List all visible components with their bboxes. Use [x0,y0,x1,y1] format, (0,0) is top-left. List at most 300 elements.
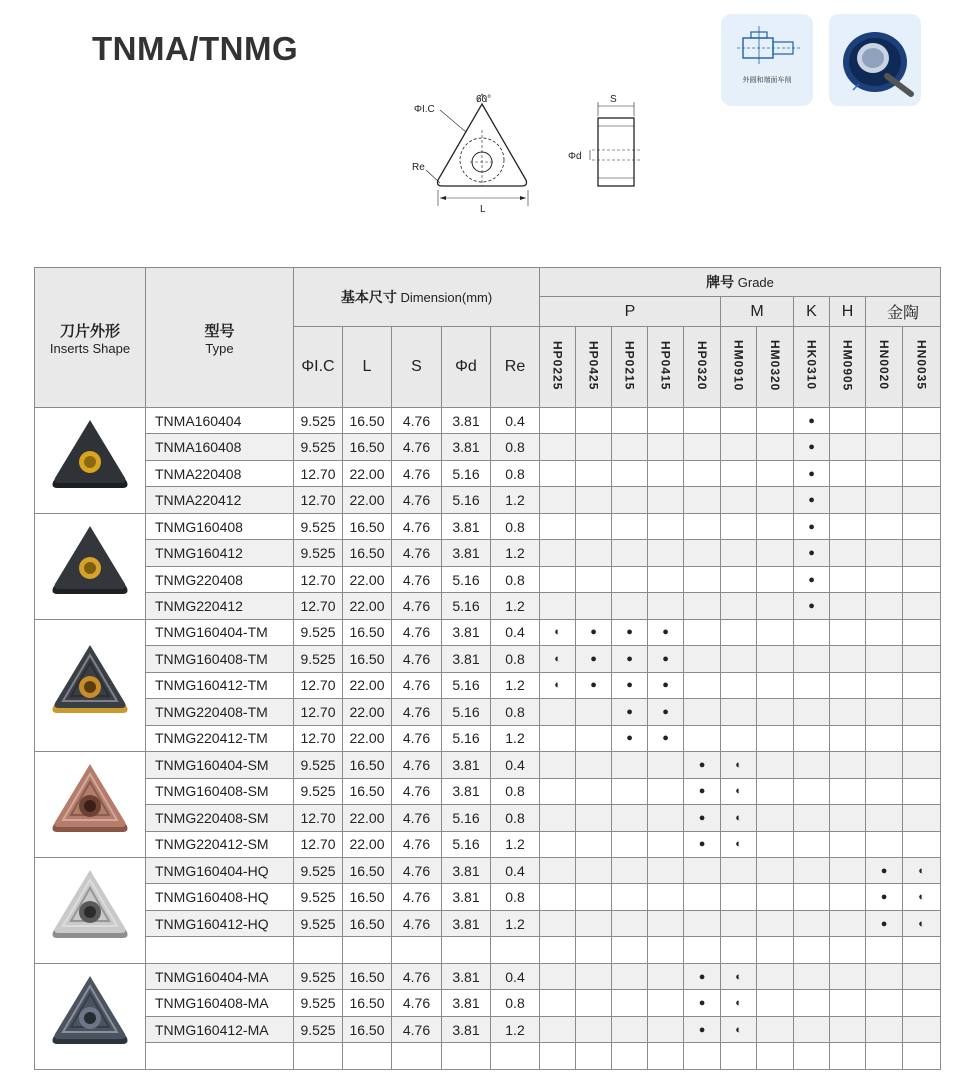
grade-availability [576,513,612,539]
dimension-value: 16.50 [343,1016,392,1042]
dimension-value: 22.00 [343,593,392,619]
insert-type: TNMG160408-MA [146,990,294,1016]
dimension-value: 16.50 [343,540,392,566]
page-title: TNMA/TNMG [92,30,299,67]
grade-availability [830,540,866,566]
grade-availability [721,646,757,672]
grade-availability [721,513,757,539]
grade-availability [866,805,903,831]
grade-availability: ● [684,805,721,831]
dimension-value: 12.70 [294,831,343,857]
grade-group-2: K [794,297,830,327]
dimension-value: 5.16 [442,831,491,857]
grade-availability [576,805,612,831]
dimension-value: 4.76 [392,646,442,672]
grade-availability [903,778,941,804]
grade-group-3: H [830,297,866,327]
re-label: Re [412,162,425,173]
dimension-value: 0.4 [491,752,540,778]
dimension-value: 4.76 [392,699,442,725]
grade-availability [612,937,648,963]
dimension-value: 1.2 [491,910,540,936]
grade-availability: ● [612,672,648,698]
insert-shape-cell [35,513,146,619]
grade-availability [684,857,721,883]
dimension-value: 4.76 [392,408,442,434]
grade-availability [648,593,684,619]
grade-availability [830,752,866,778]
face-turning-card [829,14,921,106]
grade-availability [576,699,612,725]
dimension-value: 1.2 [491,831,540,857]
grade-availability [648,910,684,936]
insert-shape-cell [35,857,146,963]
grade-availability: ● [794,593,830,619]
table-row [35,646,941,672]
grade-availability: ● [794,408,830,434]
dimension-value: 12.70 [294,699,343,725]
dimension-value: 0.8 [491,699,540,725]
grade-availability [757,487,794,513]
dimension-value: 4.76 [392,487,442,513]
dimension-value: 0.8 [491,805,540,831]
grade-availability [903,513,941,539]
grade-availability [866,725,903,751]
grade-availability [576,778,612,804]
dimension-value: 16.50 [343,990,392,1016]
dimension-value: 4.76 [392,619,442,645]
grade-availability: ● [648,672,684,698]
table-row [35,699,941,725]
insert-type: TNMG160404-MA [146,963,294,989]
grade-availability: ● [612,619,648,645]
grade-availability: ◐ [721,990,757,1016]
dim-column-header: Φd [442,327,491,408]
grade-column-header [540,327,576,408]
dimension-value: 16.50 [343,857,392,883]
grade-availability [903,990,941,1016]
grade-availability [684,884,721,910]
insert-type: TNMG220412 [146,593,294,619]
grade-availability [830,408,866,434]
dimension-value [294,937,343,963]
dimension-value: 12.70 [294,593,343,619]
grade-availability [540,699,576,725]
dimension-value: 0.8 [491,566,540,592]
grade-availability [721,619,757,645]
grade-availability [684,910,721,936]
dimension-value: 1.2 [491,672,540,698]
table-row [35,990,941,1016]
grade-header-cn: 牌号 [706,274,735,290]
grade-availability: ● [866,884,903,910]
grade-availability [830,566,866,592]
grade-availability [866,619,903,645]
grade-availability [684,619,721,645]
grade-availability [794,990,830,1016]
grade-availability [721,540,757,566]
grade-availability [648,408,684,434]
grade-availability: ● [612,699,648,725]
insert-shape-cell [35,619,146,751]
dimension-value: 0.8 [491,646,540,672]
insert-type: TNMG220412-SM [146,831,294,857]
grade-availability [540,752,576,778]
grade-availability [794,672,830,698]
grade-availability [648,857,684,883]
grade-availability [757,778,794,804]
grade-availability: ◐ [721,752,757,778]
grade-code: HM0910 [731,339,746,392]
dimension-header-en: Dimension(mm) [400,290,493,305]
grade-availability [903,831,941,857]
grade-availability [794,884,830,910]
dimension-value: 9.525 [294,884,343,910]
grade-availability [830,778,866,804]
dimension-value: 1.2 [491,487,540,513]
grade-availability [794,778,830,804]
grade-column-header [866,327,903,408]
table-row [35,937,941,963]
grade-availability [648,990,684,1016]
table-row [35,460,941,486]
insert-type [146,937,294,963]
grade-availability [830,805,866,831]
grade-availability [794,1043,830,1070]
grade-availability [757,884,794,910]
grade-availability [648,884,684,910]
grade-availability [648,434,684,460]
dimension-value: 3.81 [442,963,491,989]
grade-availability [684,487,721,513]
grade-availability [721,408,757,434]
ic-label: ΦI.C [414,104,435,115]
grade-availability: ◐ [721,963,757,989]
grade-availability [866,566,903,592]
grade-availability [576,566,612,592]
grade-availability: ● [794,434,830,460]
table-row [35,672,941,698]
dimension-value: 3.81 [442,990,491,1016]
grade-availability [903,752,941,778]
grade-availability [757,831,794,857]
grade-availability [830,487,866,513]
grade-availability [903,672,941,698]
grade-code: HP0215 [622,340,637,391]
grade-availability [648,963,684,989]
grade-availability [830,831,866,857]
insert-type: TNMG160408-TM [146,646,294,672]
dimension-value: 4.76 [392,990,442,1016]
grade-availability [612,460,648,486]
table-row [35,434,941,460]
grade-availability [794,937,830,963]
grade-availability [830,1043,866,1070]
grade-availability: ● [794,487,830,513]
grade-availability [612,593,648,619]
table-row [35,619,941,645]
grade-availability [903,725,941,751]
table-row [35,778,941,804]
dimension-value: 5.16 [442,699,491,725]
grade-availability [612,487,648,513]
grade-availability: ● [648,646,684,672]
dimension-value: 9.525 [294,857,343,883]
dimension-value: 9.525 [294,646,343,672]
dimension-value: 12.70 [294,725,343,751]
grade-availability [903,593,941,619]
grade-availability [903,963,941,989]
grade-availability [540,1043,576,1070]
dimension-value: 3.81 [442,646,491,672]
grade-group-0: P [540,297,721,327]
grade-availability [757,1043,794,1070]
dimension-value: 9.525 [294,1016,343,1042]
grade-availability [540,805,576,831]
dimension-value: 1.2 [491,1016,540,1042]
grade-availability [757,857,794,883]
grade-availability [721,672,757,698]
grade-availability [540,857,576,883]
grade-availability [612,910,648,936]
dimension-value: 9.525 [294,434,343,460]
dimension-value: 9.525 [294,778,343,804]
dimension-value: 4.76 [392,593,442,619]
grade-availability [866,513,903,539]
grade-availability [794,752,830,778]
dimension-value: 12.70 [294,672,343,698]
grade-column-header [757,327,794,408]
grade-availability [684,672,721,698]
grade-code: HM0320 [768,339,783,392]
grade-availability [866,434,903,460]
dimension-value: 1.2 [491,725,540,751]
grade-availability [648,460,684,486]
grade-availability [612,990,648,1016]
dimension-value: 9.525 [294,990,343,1016]
grade-availability [757,593,794,619]
grade-availability [576,725,612,751]
grade-availability: ● [794,513,830,539]
tnmg-insert-image [47,522,133,608]
grade-column-header [903,327,941,408]
type-header-en: Type [205,340,234,356]
grade-availability [794,725,830,751]
grade-availability [721,725,757,751]
dimension-value: 0.8 [491,778,540,804]
grade-availability [794,910,830,936]
grade-availability [721,593,757,619]
dimension-value: 0.8 [491,513,540,539]
insert-type: TNMG160408 [146,513,294,539]
grade-availability [540,831,576,857]
grade-availability [830,434,866,460]
grade-availability: ◐ [540,672,576,698]
dimension-value: 5.16 [442,805,491,831]
dimension-value: 22.00 [343,805,392,831]
grade-availability [721,460,757,486]
grade-availability [830,1016,866,1042]
dimension-value: 3.81 [442,434,491,460]
grade-availability [576,752,612,778]
grade-availability [684,937,721,963]
side-view-outline [598,118,634,186]
grade-availability [540,434,576,460]
grade-availability [830,513,866,539]
grade-header [540,268,941,297]
grade-availability [576,593,612,619]
grade-availability [612,963,648,989]
grade-availability [830,725,866,751]
grade-availability [830,646,866,672]
grade-availability [794,963,830,989]
grade-availability [576,408,612,434]
grade-availability [576,910,612,936]
table-row [35,884,941,910]
grade-availability: ◐ [903,910,941,936]
grade-availability [540,1016,576,1042]
grade-availability: ● [684,1016,721,1042]
grade-availability [903,460,941,486]
table-row [35,725,941,751]
grade-availability [830,619,866,645]
dimension-value: 4.76 [392,963,442,989]
dimension-value: 4.76 [392,884,442,910]
grade-availability [757,990,794,1016]
grade-availability [830,672,866,698]
grade-availability [684,540,721,566]
grade-availability [794,619,830,645]
grade-availability [903,1043,941,1070]
grade-availability [903,487,941,513]
grade-availability [866,831,903,857]
grade-column-header [576,327,612,408]
tnmg-sm-insert-image [47,760,133,846]
grade-availability [648,778,684,804]
dimension-value [343,937,392,963]
grade-availability [757,725,794,751]
tnmg-hq-insert-image [47,866,133,952]
dimension-header-cn: 基本尺寸 [340,289,397,305]
grade-availability [648,1016,684,1042]
card-caption: 外圆和端面车削 [742,77,792,84]
table-row [35,963,941,989]
grade-code: HN0020 [877,340,892,391]
grade-availability [612,831,648,857]
grade-availability [866,460,903,486]
external-turning-card [721,14,813,106]
grade-availability [830,699,866,725]
dim-column-header: L [343,327,392,408]
insert-type: TNMG220408-SM [146,805,294,831]
table-row [35,805,941,831]
grade-availability [757,540,794,566]
grade-availability [757,408,794,434]
grade-availability [866,672,903,698]
grade-availability: ● [648,725,684,751]
grade-availability [866,963,903,989]
grade-availability [576,540,612,566]
grade-availability [794,805,830,831]
grade-code: HK0310 [804,340,819,391]
type-header [146,268,294,408]
tnmg-tm-insert-image [47,641,133,727]
dimension-value: 3.81 [442,778,491,804]
grade-availability [757,513,794,539]
angle-label: 60° [476,94,492,105]
grade-availability: ● [684,990,721,1016]
dimension-value: 9.525 [294,752,343,778]
grade-availability: ● [612,646,648,672]
table-row [35,513,941,539]
table-row [35,566,941,592]
insert-type: TNMG160408-SM [146,778,294,804]
grade-availability [648,540,684,566]
dimension-value: 3.81 [442,513,491,539]
dimension-value: 4.76 [392,1016,442,1042]
grade-availability: ● [794,540,830,566]
dimension-value: 0.8 [491,460,540,486]
grade-availability: ● [576,646,612,672]
s-label: S [610,94,617,105]
insert-shape-cell [35,752,146,858]
grade-column-header [648,327,684,408]
insert-type: TNMG160412 [146,540,294,566]
grade-availability: ◐ [721,778,757,804]
grade-availability [648,513,684,539]
dimension-value: 16.50 [343,619,392,645]
grade-availability [757,646,794,672]
dimension-value: 3.81 [442,884,491,910]
face-turning-icon [829,14,921,106]
grade-column-header [612,327,648,408]
dimension-value: 16.50 [343,434,392,460]
grade-availability [540,963,576,989]
dimension-value: 12.70 [294,460,343,486]
grade-availability [684,408,721,434]
grade-code: HP0320 [695,340,710,391]
grade-availability [721,1043,757,1070]
grade-availability [721,434,757,460]
dimension-value: 22.00 [343,566,392,592]
type-header-cn: 型号 [204,322,235,340]
grade-availability [757,805,794,831]
dimension-value: 3.81 [442,408,491,434]
grade-code: HP0225 [550,340,565,391]
grade-availability [830,937,866,963]
grade-availability [576,857,612,883]
grade-availability [903,619,941,645]
grade-header-en: Grade [737,275,774,290]
grade-availability [612,857,648,883]
dimension-value: 4.76 [392,805,442,831]
grade-availability [540,910,576,936]
insert-shape-cell [35,408,146,514]
dimension-value: 12.70 [294,487,343,513]
table-row [35,1016,941,1042]
grade-availability [721,937,757,963]
dim-column-header: S [392,327,442,408]
grade-availability [903,540,941,566]
grade-availability: ◐ [721,805,757,831]
grade-availability [684,593,721,619]
grade-availability [721,699,757,725]
grade-availability [612,1043,648,1070]
grade-availability [540,566,576,592]
insert-type: TNMA160404 [146,408,294,434]
dimension-value: 22.00 [343,831,392,857]
grade-availability: ◐ [721,1016,757,1042]
